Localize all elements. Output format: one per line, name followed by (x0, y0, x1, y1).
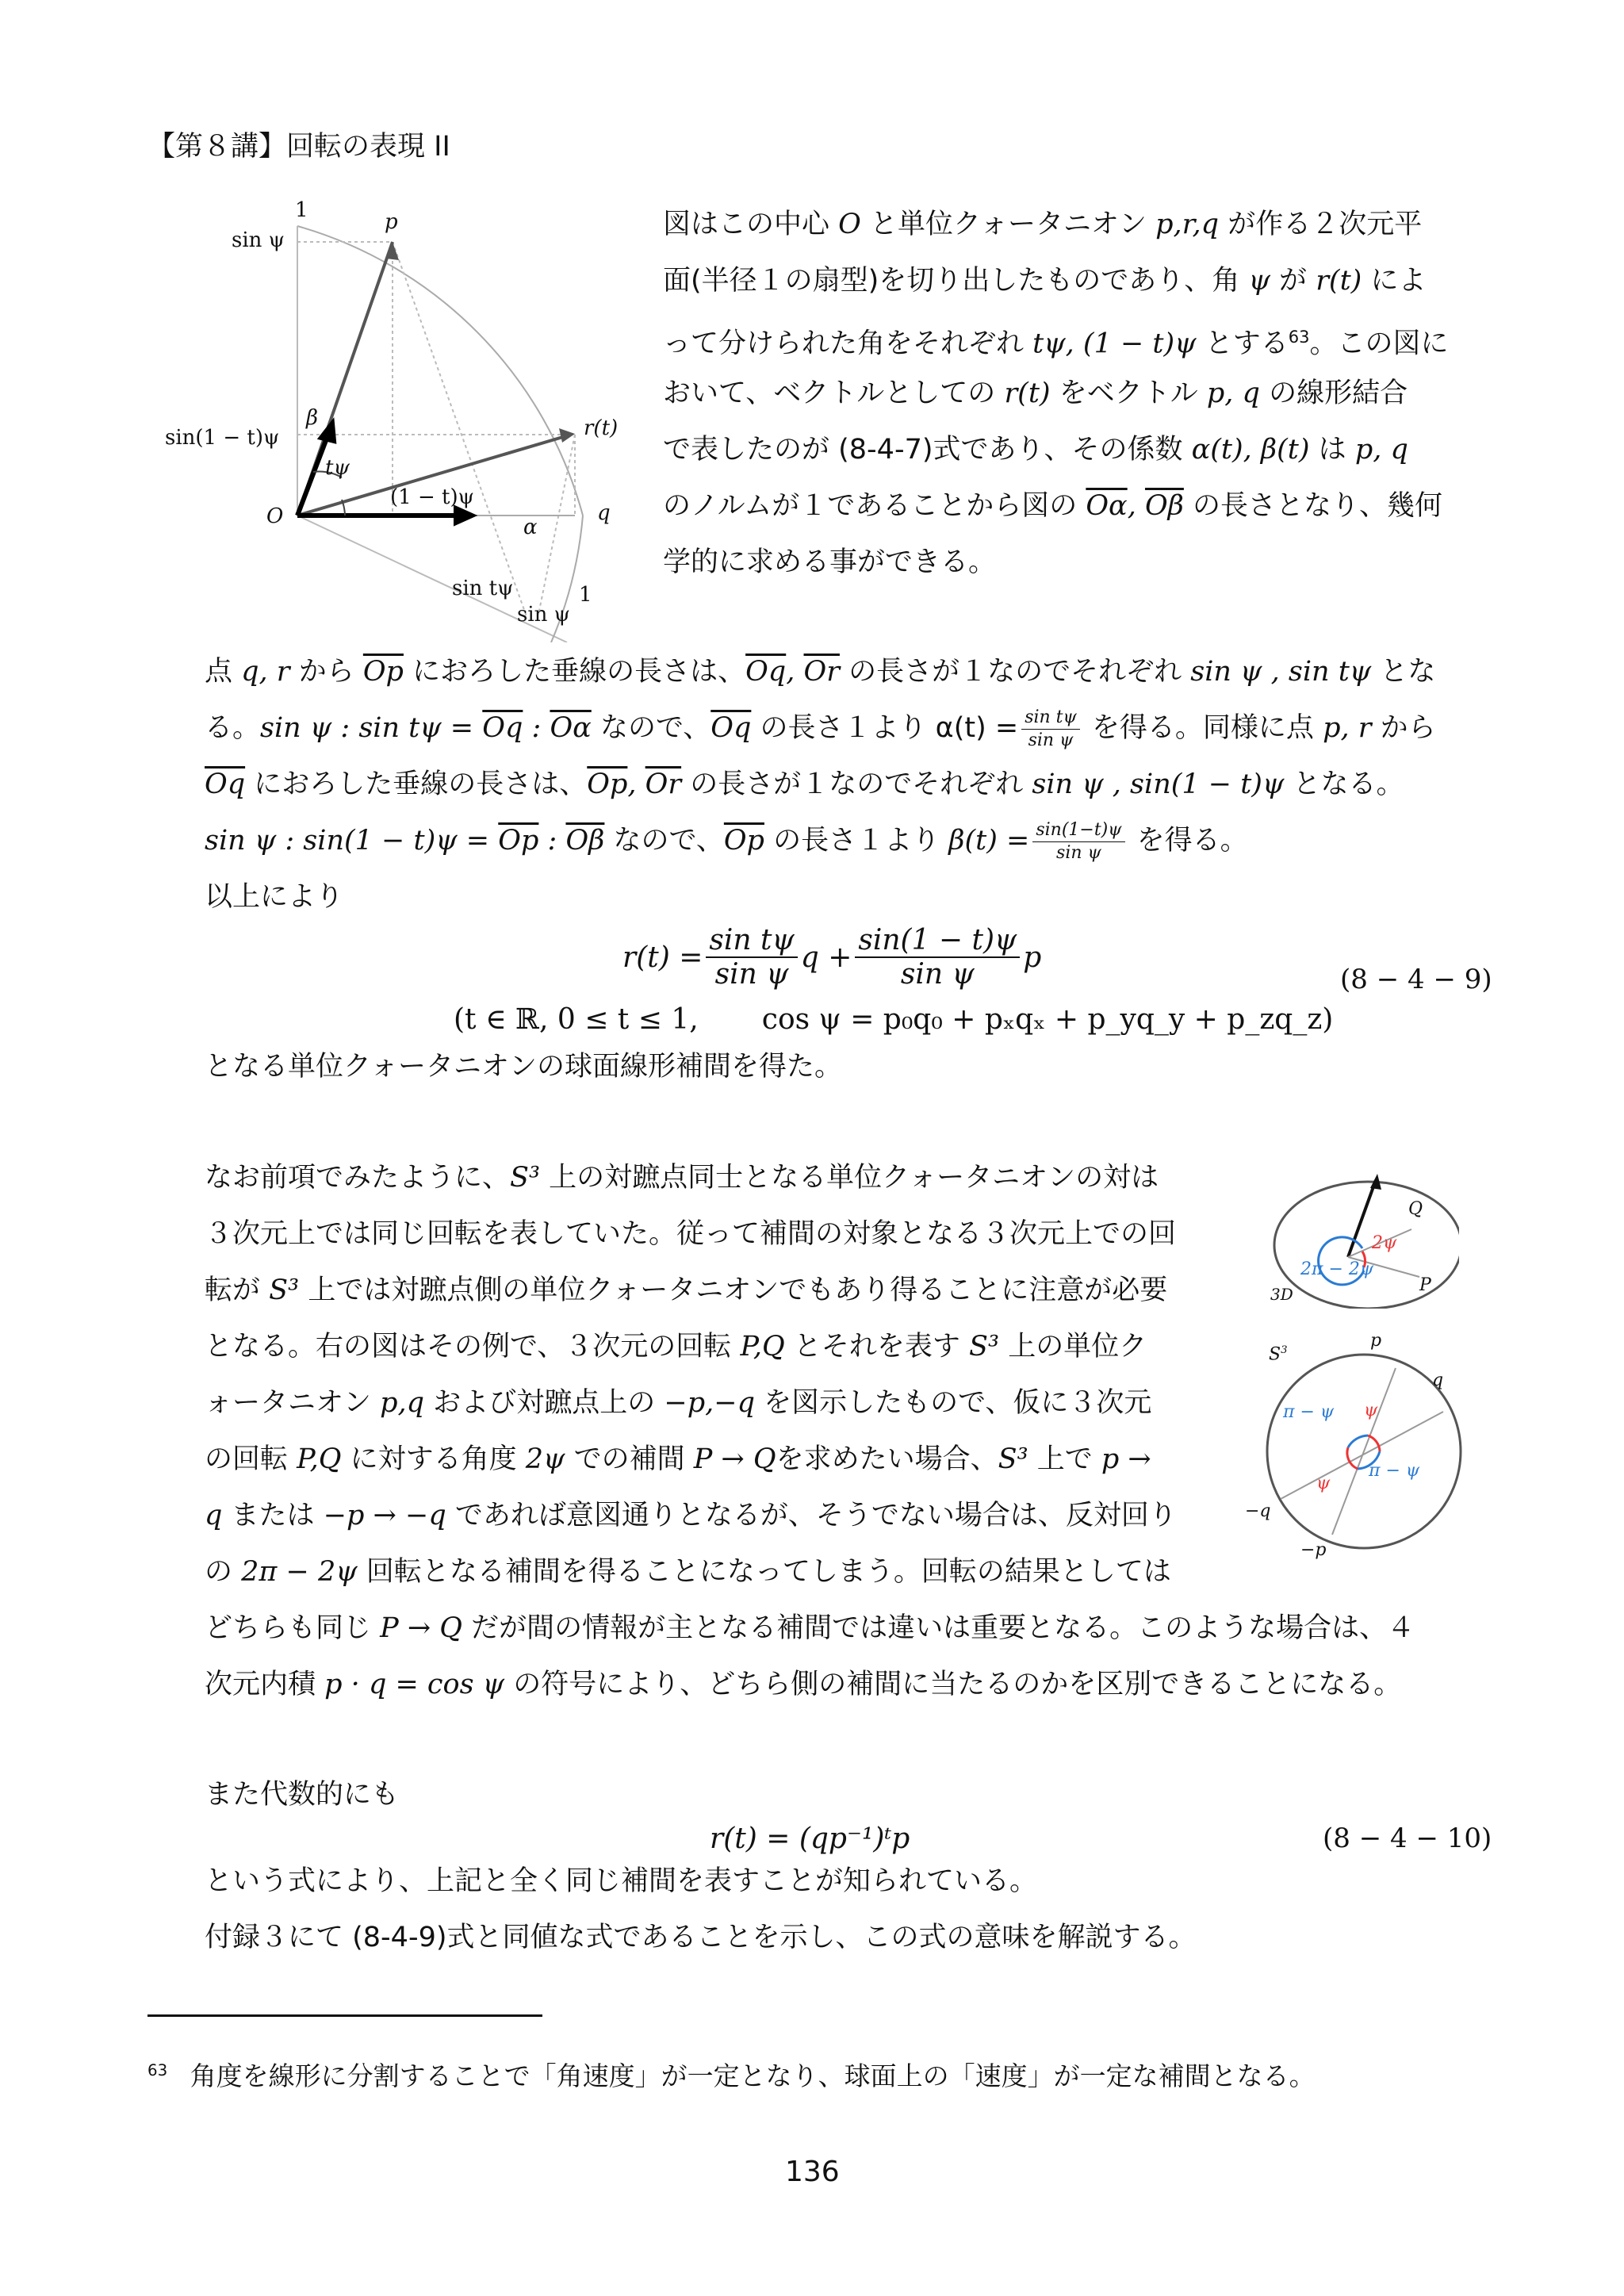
fig3-label-S3: $S^3$ (1269, 1344, 1288, 1365)
para5-line2: 付録３にて (8-4-9)式と同値な式であることを示し、この式の意味を解説する。 (205, 1922, 1197, 1953)
para3-line6: の回転 P,Q に対する角度 2ψ での補間 P → Qを求めたい場合、S³ 上で p → (205, 1443, 1151, 1475)
para1-line7: 学的に求める事ができる。 (663, 546, 997, 578)
equation-power-form: r(t) = (qp⁻¹)ᵗp (710, 1823, 910, 1855)
fig3-label-p: p (1370, 1331, 1382, 1351)
label-one-bottom: 1 (579, 583, 592, 607)
para5-line1: という式により、上記と全く同じ補間を表すことが知られている。 (205, 1865, 1038, 1897)
label-q: q (597, 501, 611, 525)
fig3-label-pi-psi-top: π − ψ (1283, 1402, 1335, 1422)
para1-line6: のノルムが１であることから図の $\overline{O\alpha}$, $\overline{O\beta}$ の長さとなり、幾何 (663, 490, 1443, 522)
page-number: 136 (785, 2156, 840, 2188)
label-tpsi: tψ (325, 456, 350, 480)
fig2-label-Q: Q (1408, 1199, 1423, 1219)
para3-line7: q または −p → −q であれば意図通りとなるが、そうでない場合は、反対回り (205, 1500, 1177, 1531)
equation-number-8-4-10: (8 − 4 − 10) (1323, 1823, 1492, 1854)
fig3-label-minus-q: −q (1245, 1501, 1271, 1521)
footnote-number: 63 (147, 2061, 168, 2079)
label-beta: β (306, 406, 319, 430)
para3-line2: ３次元上では同じ回転を表していた。従って補間の対象となる３次元上での回 (205, 1218, 1177, 1250)
para3-line10: 次元内積 p · q = cos ψ の符号により、どちら側の補間に当たるのかを区別できることになる。 (205, 1669, 1402, 1700)
after-equation-text: となる単位クォータニオンの球面線形補間を得た。 (205, 1051, 842, 1083)
para2-line5: 以上により (205, 881, 344, 913)
sector-diagram (155, 198, 630, 642)
label-origin: O (266, 504, 284, 528)
para4-line1: また代数的にも (205, 1779, 400, 1811)
para2-line1: 点 q, r から $\overline{Op}$ におろした垂線の長さは、$\overline{Oq}$, $\overline{Or}$ の長さが１なのでそれぞれ sin ψ , sin tψ とな (205, 656, 1436, 688)
para3-line1: なお前項でみたように、S³ 上の対蹠点同士となる単位クォータニオンの対は (205, 1162, 1159, 1194)
footnote (147, 2056, 1316, 2093)
label-sin-1-t-psi: sin(1 − t)ψ (165, 426, 280, 450)
equation-slerp: r(t) = $\frac{\text{sin tψ}}{\text{sin ψ}}$ q + $\frac{\sin(1 - t)\psi}{\text{sin ψ}}$ p (622, 924, 1042, 991)
para3-line3: 転が S³ 上では対蹠点側の単位クォータニオンでもあり得ることに注意が必要 (205, 1274, 1168, 1306)
label-one-minus-t-psi: (1 − t)ψ (390, 485, 474, 509)
para3-line5: ォータニオン p,q および対蹠点上の −p,−q を図示したもので、仮に３次元 (205, 1387, 1152, 1419)
equation-number-8-4-9: (8 − 4 − 9) (1340, 964, 1492, 995)
label-p: p (385, 210, 398, 234)
fig3-label-pi-psi-bottom: π − ψ (1369, 1461, 1420, 1481)
fig3-label-psi-top: ψ (1364, 1401, 1378, 1420)
label-sinpsi-bottom: sin ψ (517, 603, 571, 627)
fig2-label-P: P (1419, 1275, 1431, 1295)
label-rt: r(t) (584, 416, 619, 440)
beta-fraction: $\frac{\sin(1-t)\psi}{\text{sin ψ}}$ (1032, 819, 1124, 864)
para3-line8: の 2π − 2ψ 回転となる補間を得ることになってしまう。回転の結果としては (205, 1556, 1171, 1588)
footnote-text: 角度を線形に分割することで「角速度」が一定となり、球面上の「速度」が一定な補間となる。 (190, 2060, 1316, 2091)
para1-line2: 面(半径１の扇型)を切り出したものであり、角 ψ が r(t) によ (663, 265, 1427, 297)
alpha-fraction: $\frac{\text{sin tψ}}{\text{sin ψ}}$ (1021, 707, 1080, 751)
fig2-label-3d: 3D (1270, 1285, 1293, 1304)
para1-line3: って分けられた角をそれぞれ tψ, (1 − t)ψ とする$^{63}$。この図に (663, 328, 1449, 360)
equation-slerp-condition: (t ∈ ℝ, 0 ≤ t ≤ 1, cos ψ = p₀q₀ + pₓqₓ + p_yq_y + p_zq_z) (454, 1003, 1334, 1036)
fig3-label-q: q (1432, 1370, 1444, 1390)
fig2-label-2psi: 2ψ (1372, 1233, 1397, 1253)
para3-line9: どちらも同じ P → Q だが間の情報が主となる補間では違いは重要となる。このような場合は、４ (205, 1612, 1415, 1644)
para1-line4: おいて、ベクトルとしての r(t) をベクトル p, q の線形結合 (663, 378, 1408, 409)
fig3-label-minus-p: −p (1300, 1540, 1327, 1560)
fig2-label-2pi-2psi: 2π − 2ψ (1300, 1259, 1374, 1279)
para1-line5: で表したのが (8-4-7)式であり、その係数 α(t), β(t) は p, q (663, 434, 1408, 466)
fig3-label-psi-bottom: ψ (1316, 1474, 1331, 1493)
footnote-ref[interactable]: 63 (1288, 328, 1310, 347)
para2-line4: sin ψ : $\sin(1 - t)\psi = \overline{Op}$ : $\overline{O\beta}$ なので、$\overline{Op}$ の長さ１より β(t) = $\frac{\sin(1-t)\psi}{\text{sin ψ}}$ を得る。 (205, 820, 1248, 863)
chapter-title: 【第８講】回転の表現 II (147, 131, 450, 163)
para2-line2: る。sin ψ : $\sin t\psi = \overline{Oq}$ : $\overline{O\alpha}$ なので、$\overline{Oq}$ の長さ１より α(t) = $\frac{\text{sin tψ}}{\text{sin ψ}}$ を得る。同様に点 p, r から (205, 707, 1436, 750)
label-sin-tpsi-bottom: sin tψ (452, 577, 514, 600)
para1-line1: 図はこの中心 O と単位クォータニオン p,r,q が作る２次元平 (663, 209, 1423, 240)
label-one-top: 1 (295, 198, 308, 222)
label-alpha: α (523, 516, 538, 539)
label-sinpsi-left: sin ψ (232, 228, 285, 252)
para2-line3: $\overline{Oq}$ におろした垂線の長さは、$\overline{Op}$, $\overline{Or}$ の長さが１なのでそれぞれ sin ψ , sin(1 − t)ψ となる。 (205, 769, 1404, 800)
para3-line4: となる。右の図はその例で、３次元の回転 P,Q とそれを表す S³ 上の単位ク (205, 1331, 1147, 1363)
footnote-separator (147, 2014, 542, 2017)
